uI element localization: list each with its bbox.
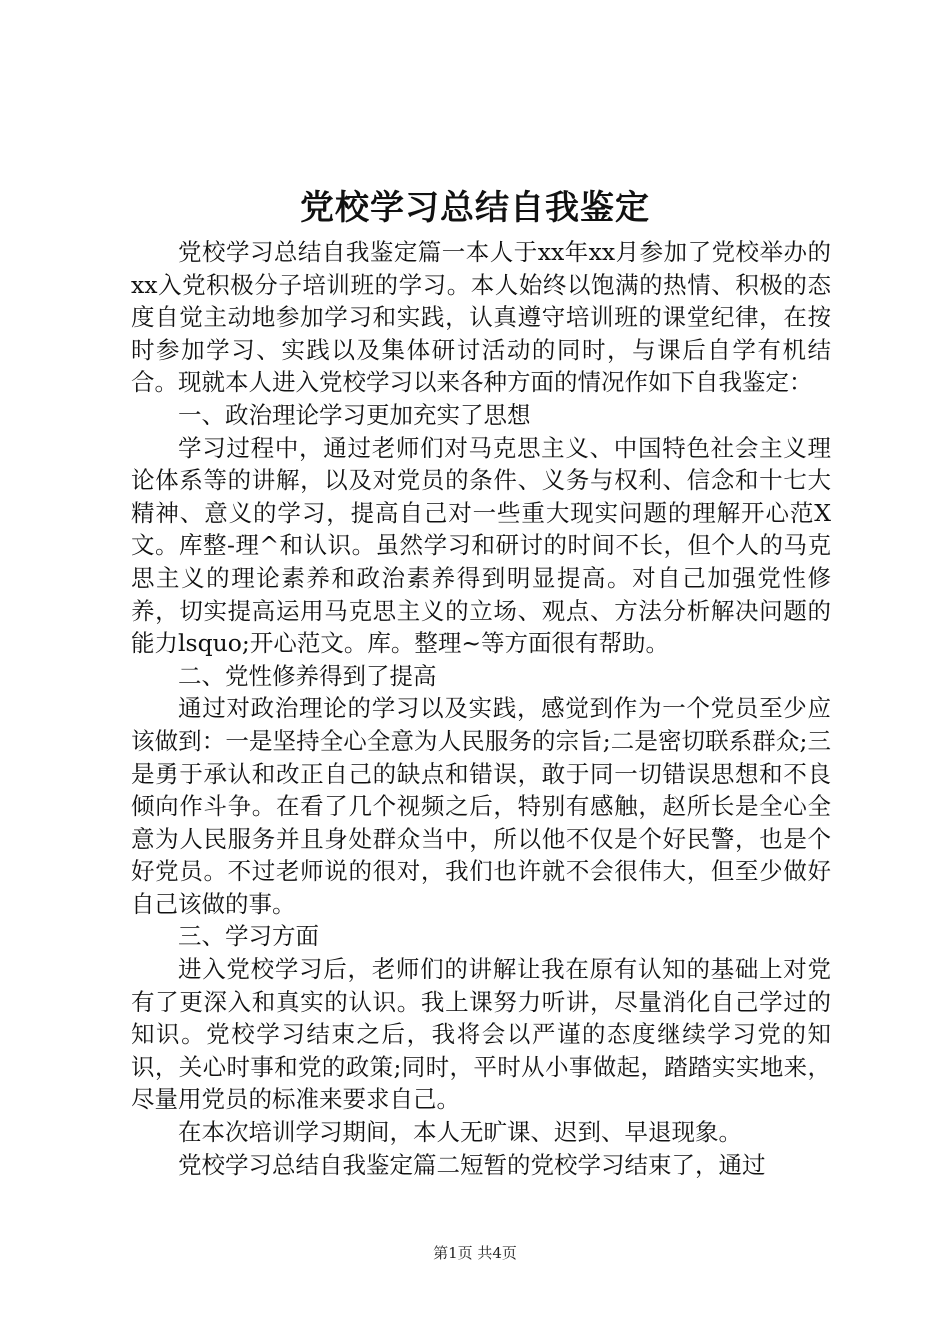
document-title: 党校学习总结自我鉴定 <box>300 188 650 228</box>
paragraph-section-2: 通过对政治理论的学习以及实践，感觉到作为一个党员至少应该做到：一是坚持全心全意为人民服务的宗旨;二是密切联系群众;三是勇于承认和改正自己的缺点和错误，敢于同一切错误思想和不良倾向作斗争。在看了几个视频之后，特别有感触，赵所长是全心全意为人民服务并且身处群众当中，所以他不仅是个好民警，也是个好党员。不过老师说的很对，我们也许就不会很伟大，但至少做好自己该做的事。 <box>131 694 831 918</box>
document-body <box>131 236 831 1181</box>
paragraph-attendance: 在本次培训学习期间，本人无旷课、迟到、早退现象。 <box>178 1118 742 1147</box>
paragraph-section-3: 进入党校学习后，老师们的讲解让我在原有认知的基础上对党有了更深入和真实的认识。我上课努力听讲，尽量消化自己学过的知识。党校学习结束之后，我将会以严谨的态度继续学习党的知识，关心时事和党的政策;同时，平时从小事做起，踏踏实实地来，尽量用党员的标准来要求自己。 <box>131 955 831 1114</box>
section-heading-1: 一、政治理论学习更加充实了思想 <box>178 400 531 429</box>
section-heading-2: 二、党性修养得到了提高 <box>178 661 437 690</box>
paragraph-intro: 党校学习总结自我鉴定篇一本人于xx年xx月参加了党校举办的xx入党积极分子培训班的学习。本人始终以饱满的热情、积极的态度自觉主动地参加学习和实践，认真遵守培训班的课堂纪律，在按时参加学习、实践以及集体研讨活动的同时，与课后自学有机结合。现就本人进入党校学习以来各种方面的情况作如下自我鉴定： <box>131 238 831 397</box>
paragraph-part-two-start: 党校学习总结自我鉴定篇二短暂的党校学习结束了，通过 <box>178 1150 766 1179</box>
page-footer: 第1页 共4页 <box>433 1244 517 1262</box>
paragraph-section-1: 学习过程中，通过老师们对马克思主义、中国特色社会主义理论体系等的讲解，以及对党员的条件、义务与权利、信念和十七大精神、意义的学习，提高自己对一些重大现实问题的理解开心范X文。库整-理^和认识。虽然学习和研讨的时间不长，但个人的马克思主义的理论素养和政治素养得到明显提高。对自己加强党性修养，切实提高运用马克思主义的立场、观点、方法分析解决问题的能力lsquo;开心范文。库。整理~等方面很有帮助。 <box>131 433 831 658</box>
section-heading-3: 三、学习方面 <box>178 922 319 951</box>
